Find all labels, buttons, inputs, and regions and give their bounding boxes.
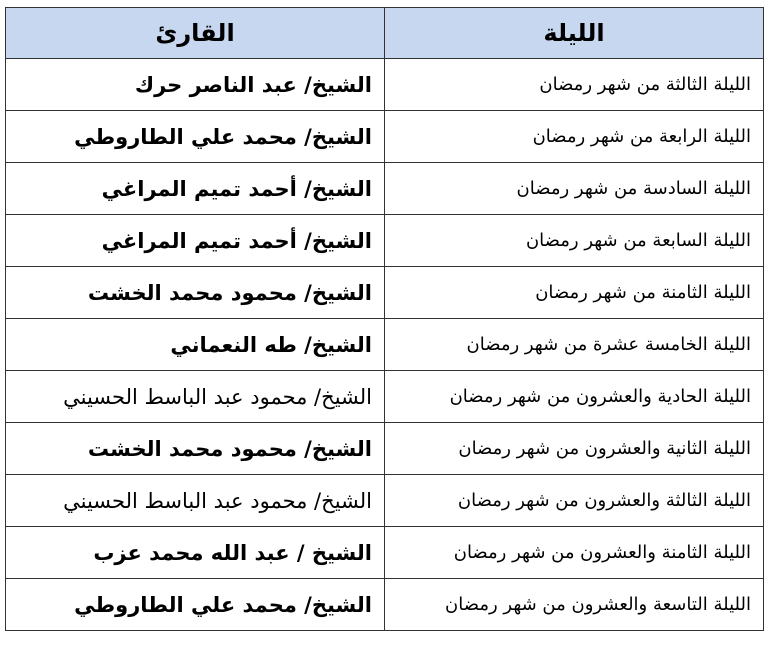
- night-cell: الليلة التاسعة والعشرون من شهر رمضان: [385, 579, 764, 631]
- table-row: [6, 267, 764, 319]
- reader-cell: الشيخ/ محمود عبد الباسط الحسيني: [6, 475, 385, 527]
- table-row: [6, 579, 764, 631]
- reader-cell: الشيخ/ طه النعماني: [6, 319, 385, 371]
- reader-cell: الشيخ/ محمود عبد الباسط الحسيني: [6, 371, 385, 423]
- reader-cell: الشيخ/ محمود محمد الخشت: [6, 423, 385, 475]
- reader-cell: الشيخ/ أحمد تميم المراغي: [6, 215, 385, 267]
- night-cell: الليلة السادسة من شهر رمضان: [385, 163, 764, 215]
- night-cell: الليلة الثانية والعشرون من شهر رمضان: [385, 423, 764, 475]
- header-row: [6, 8, 764, 59]
- night-cell: الليلة الثالثة والعشرون من شهر رمضان: [385, 475, 764, 527]
- table-row: [6, 475, 764, 527]
- table-row: [6, 371, 764, 423]
- reader-cell: الشيخ/ عبد الناصر حرك: [6, 59, 385, 111]
- header-night: الليلة: [385, 8, 764, 59]
- reader-cell: الشيخ/ محمد علي الطاروطي: [6, 579, 385, 631]
- reader-cell: الشيخ / عبد الله محمد عزب: [6, 527, 385, 579]
- table-row: [6, 423, 764, 475]
- reader-cell: الشيخ/ محمود محمد الخشت: [6, 267, 385, 319]
- header-reader: القارئ: [6, 8, 385, 59]
- night-cell: الليلة الثالثة من شهر رمضان: [385, 59, 764, 111]
- night-cell: الليلة الحادية والعشرون من شهر رمضان: [385, 371, 764, 423]
- table-row: [6, 319, 764, 371]
- ramadan-readers-table: [5, 7, 764, 631]
- night-cell: الليلة الخامسة عشرة من شهر رمضان: [385, 319, 764, 371]
- night-cell: الليلة الثامنة من شهر رمضان: [385, 267, 764, 319]
- table-row: [6, 111, 764, 163]
- reader-cell: الشيخ/ أحمد تميم المراغي: [6, 163, 385, 215]
- table-row: [6, 59, 764, 111]
- night-cell: الليلة الرابعة من شهر رمضان: [385, 111, 764, 163]
- reader-cell: الشيخ/ محمد علي الطاروطي: [6, 111, 385, 163]
- table-row: [6, 215, 764, 267]
- table-row: [6, 163, 764, 215]
- night-cell: الليلة السابعة من شهر رمضان: [385, 215, 764, 267]
- table-row: [6, 527, 764, 579]
- night-cell: الليلة الثامنة والعشرون من شهر رمضان: [385, 527, 764, 579]
